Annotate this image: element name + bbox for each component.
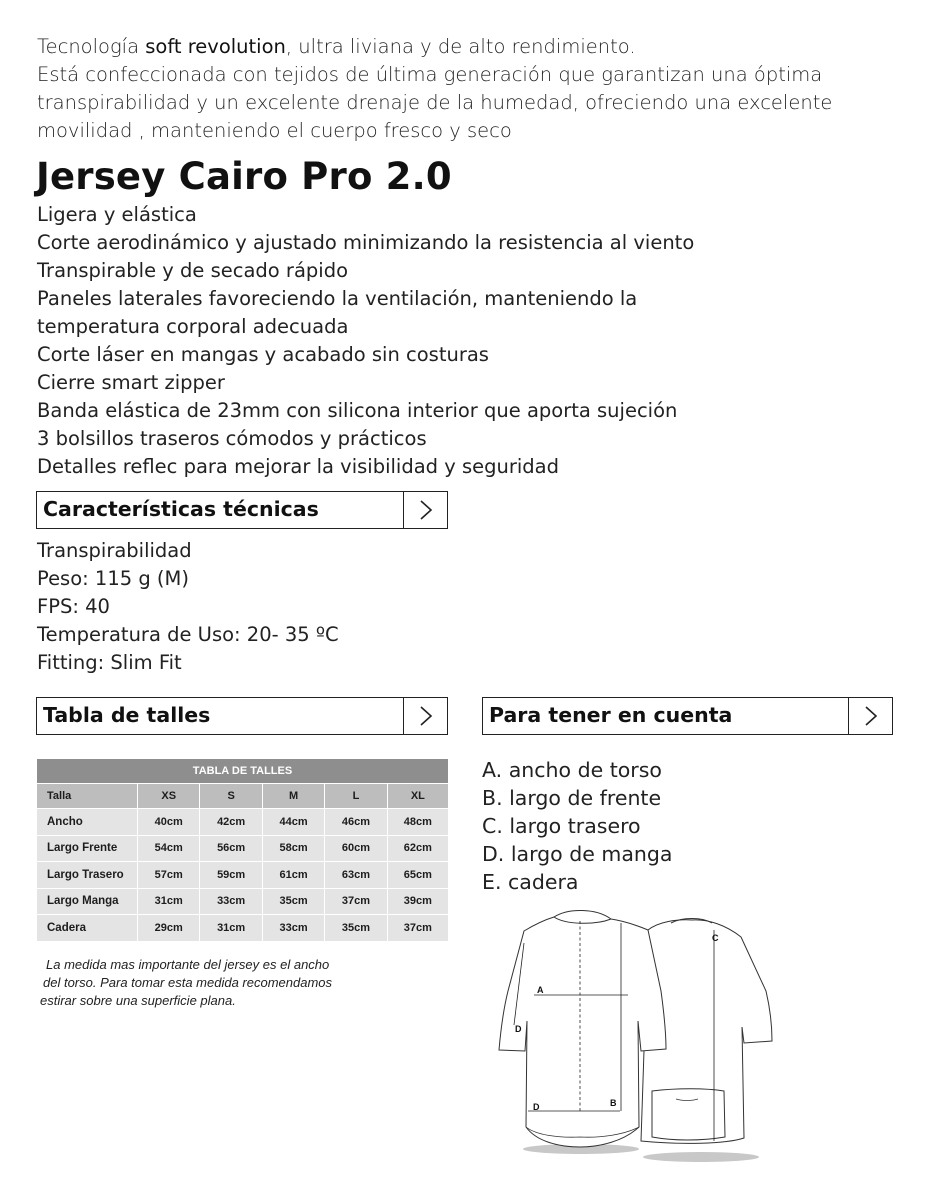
table-cell: 65cm	[388, 862, 448, 888]
feature-list	[37, 201, 907, 481]
table-row	[37, 836, 448, 862]
table-cell: 29cm	[138, 915, 200, 941]
table-cell: 59cm	[200, 862, 262, 888]
feature-item: Corte láser en mangas y acabado sin costuras	[37, 343, 489, 366]
column-header: M	[263, 784, 325, 808]
column-header: S	[200, 784, 262, 808]
tech-specs-header[interactable]	[36, 491, 448, 529]
tech-specs-list	[37, 537, 339, 677]
tech-specs-title: Características técnicas	[43, 497, 319, 521]
table-cell: 33cm	[263, 915, 325, 941]
measure-item: B. largo de frente	[482, 786, 662, 810]
diagram-label-a: A	[537, 985, 544, 995]
column-header: XS	[138, 784, 200, 808]
measure-item: D. largo de manga	[482, 842, 673, 866]
size-note-line: estirar sobre una superficie plana.	[40, 993, 236, 1008]
size-table-caption: TABLA DE TALLES	[37, 759, 448, 783]
feature-item: Corte aerodinámico y ajustado minimizando la resistencia al viento	[37, 231, 695, 254]
table-cell: Largo Manga	[37, 889, 138, 915]
spec-item: Peso: 115 g (M)	[37, 567, 189, 590]
table-cell: 46cm	[325, 809, 387, 835]
spec-item: Temperatura de Uso: 20- 35 ºC	[37, 623, 339, 646]
spec-item: Transpirabilidad	[37, 539, 192, 562]
size-note-line: del torso. Para tomar esta medida recomendamos	[43, 975, 333, 990]
feature-item: Banda elástica de 23mm con silicona interior que aporta sujeción	[37, 399, 678, 422]
column-header: Talla	[37, 784, 138, 808]
table-cell: 56cm	[200, 836, 262, 862]
size-table-title: Tabla de talles	[43, 703, 211, 727]
table-cell: 61cm	[263, 862, 325, 888]
table-cell: 63cm	[325, 862, 387, 888]
table-cell: 62cm	[388, 836, 448, 862]
spec-item: FPS: 40	[37, 595, 110, 618]
diagram-label-b: B	[610, 1098, 617, 1108]
table-row	[37, 915, 448, 941]
feature-item: temperatura corporal adecuada	[37, 315, 349, 338]
chevron-right-icon[interactable]	[403, 492, 447, 528]
table-cell: 39cm	[388, 889, 448, 915]
table-row	[37, 862, 448, 888]
table-cell: 40cm	[138, 809, 200, 835]
table-cell: Largo Frente	[37, 836, 138, 862]
column-header: XL	[388, 784, 448, 808]
table-cell: 54cm	[138, 836, 200, 862]
measure-item: C. largo trasero	[482, 814, 641, 838]
table-cell: 60cm	[325, 836, 387, 862]
measure-item: E. cadera	[482, 870, 579, 894]
feature-item: Ligera y elástica	[37, 203, 197, 226]
table-cell: Largo Trasero	[37, 862, 138, 888]
table-cell: 35cm	[263, 889, 325, 915]
size-note	[40, 956, 440, 1010]
measure-item: A. ancho de torso	[482, 758, 662, 782]
table-cell: 31cm	[138, 889, 200, 915]
feature-item: Cierre smart zipper	[37, 371, 225, 394]
table-cell: 58cm	[263, 836, 325, 862]
intro-line-1: Tecnología soft revolution, ultra liviana y de alto rendimiento.	[37, 35, 636, 58]
table-cell: Cadera	[37, 915, 138, 941]
size-note-line: La medida mas importante del jersey es el ancho	[46, 957, 330, 972]
feature-item: Detalles reflec para mejorar la visibilidad y seguridad	[37, 455, 560, 478]
intro-line-3: transpirabilidad y un excelente drenaje de la humedad, ofreciendo una excelente	[37, 91, 833, 114]
column-header: L	[325, 784, 387, 808]
table-cell: 33cm	[200, 889, 262, 915]
size-table	[37, 758, 448, 942]
measure-guide-title: Para tener en cuenta	[489, 703, 733, 727]
chevron-right-icon[interactable]	[403, 698, 447, 734]
diagram-label-d-sleeve: D	[515, 1024, 522, 1034]
measure-guide-header[interactable]	[482, 697, 893, 735]
spec-item: Fitting: Slim Fit	[37, 651, 182, 674]
table-cell: Ancho	[37, 809, 138, 835]
intro-line-2: Está confeccionada con tejidos de última generación que garantizan una óptima	[37, 63, 823, 86]
table-cell: 44cm	[263, 809, 325, 835]
feature-item: 3 bolsillos traseros cómodos y prácticos	[37, 427, 427, 450]
feature-item: Paneles laterales favoreciendo la ventilación, manteniendo la	[37, 287, 638, 310]
table-cell: 35cm	[325, 915, 387, 941]
table-cell: 48cm	[388, 809, 448, 835]
table-row	[37, 889, 448, 915]
intro-line-4: movilidad , manteniendo el cuerpo fresco y seco	[37, 119, 512, 142]
size-table-header[interactable]	[36, 697, 448, 735]
chevron-right-icon[interactable]	[848, 698, 892, 734]
table-cell: 37cm	[325, 889, 387, 915]
soft-revolution-highlight: soft revolution	[145, 35, 286, 58]
table-row	[37, 809, 448, 835]
table-cell: 37cm	[388, 915, 448, 941]
front-jersey	[499, 910, 666, 1147]
diagram-label-c: C	[712, 933, 719, 943]
feature-item: Transpirable y de secado rápido	[37, 259, 349, 282]
intro-paragraph	[37, 33, 907, 145]
table-cell: 57cm	[138, 862, 200, 888]
product-title: Jersey Cairo Pro 2.0	[36, 155, 452, 198]
measure-list	[482, 756, 672, 896]
jersey-diagram	[496, 903, 786, 1173]
table-cell: 42cm	[200, 809, 262, 835]
table-cell: 31cm	[200, 915, 262, 941]
back-shadow	[643, 1152, 759, 1162]
diagram-label-d-hem: D	[533, 1102, 540, 1112]
